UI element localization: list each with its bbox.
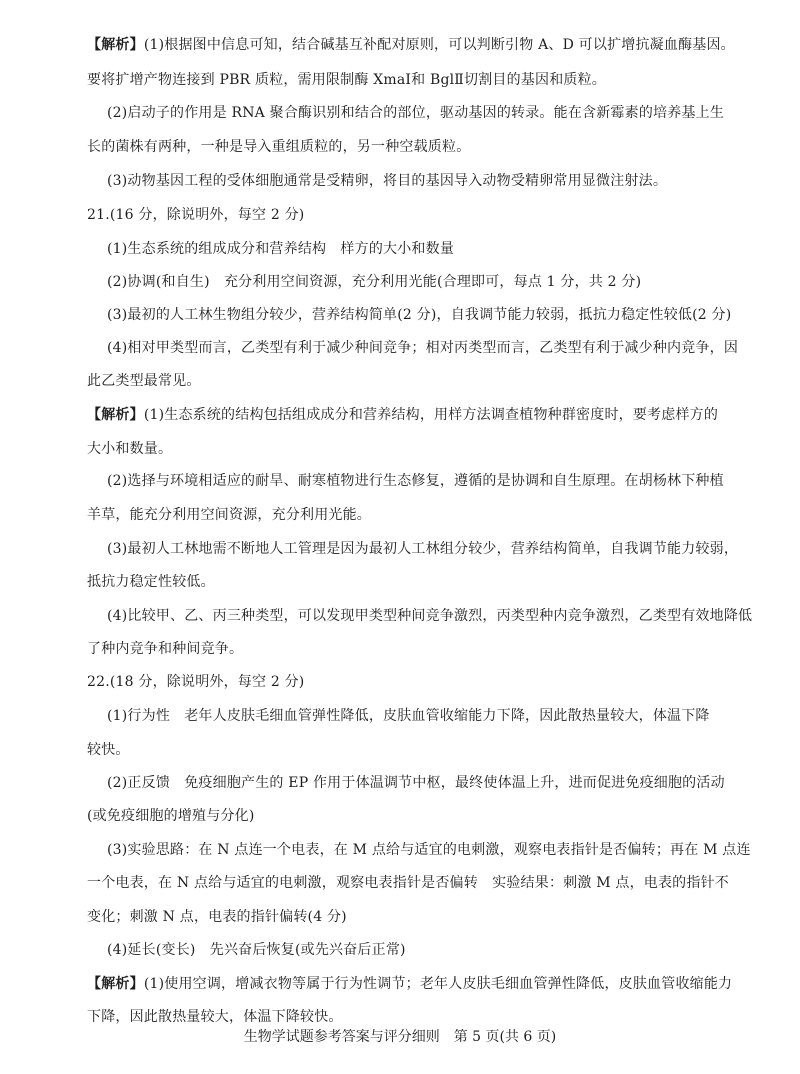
- analysis-tag: 【解析】: [87, 976, 144, 992]
- analysis-tag: 【解析】: [87, 407, 144, 423]
- analysis-q20-part2-line-2: 长的菌株有两种，一种是导入重组质粒的，另一种空载质粒。: [87, 139, 471, 155]
- analysis-q21-line-2: 大小和数量。: [87, 441, 173, 457]
- analysis-q21-part2-line-1: (2)选择与环境相适应的耐旱、耐寒植物进行生态修复，遵循的是协调和自生原理。在胡杨林下种植: [107, 473, 724, 489]
- question-21-heading: 21.(16 分，除说明外，每空 2 分): [87, 207, 305, 223]
- q22-answer-2-line-1: (2)正反馈 免疫细胞产生的 EP 作用于体温调节中枢，最终使体温上升，进而促进免疫细胞的活动: [107, 775, 725, 791]
- q21-answer-3: (3)最初的人工林生物组分较少，营养结构简单(2 分)，自我调节能力较弱，抵抗力稳定性较低(2 分): [107, 307, 732, 323]
- analysis-q20-part3: (3)动物基因工程的受体细胞通常是受精卵，将目的基因导入动物受精卵常用显微注射法。: [107, 173, 668, 189]
- analysis-q21-part3-line-2: 抵抗力稳定性较低。: [87, 574, 215, 590]
- analysis-q21-part2-line-2: 羊草，能充分利用空间资源，充分利用光能。: [87, 507, 371, 523]
- q22-answer-3-line-3: 变化；刺激 N 点，电表的指针偏转(4 分): [87, 909, 347, 925]
- analysis-q21-line-1: 【解析】(1)生态系统的结构包括组成成分和营养结构，用样方法调查植物种群密度时，要考虑样方的: [87, 407, 719, 423]
- analysis-tag: 【解析】: [87, 37, 144, 53]
- q21-answer-4-line-2: 此乙类型最常见。: [87, 373, 201, 389]
- q21-answer-1: (1)生态系统的组成成分和营养结构 样方的大小和数量: [107, 241, 455, 257]
- analysis-q22-line-2: 下降，因此散热量较大，体温下降较快。: [87, 1009, 343, 1025]
- analysis-q20-line-2: 要将扩增产物连接到 PBR 质粒，需用限制酶 XmaⅠ和 BglⅡ切割目的基因和质粒。: [87, 72, 607, 88]
- analysis-q21-part4-line-2: 了种内竞争和种间竞争。: [87, 641, 244, 657]
- page-footer: 生物学试题参考答案与评分细则 第 5 页(共 6 页): [243, 1029, 557, 1045]
- analysis-q21-part4-line-1: (4)比较甲、乙、丙三种类型，可以发现甲类型种间竞争激烈，丙类型种内竞争激烈，乙类型有效地降低: [107, 608, 753, 624]
- analysis-q21-part3-line-1: (3)最初人工林地需不断地人工管理是因为最初人工林组分较少，营养结构简单，自我调节能力较弱，: [107, 541, 739, 557]
- q22-answer-4: (4)延长(变长) 先兴奋后恢复(或先兴奋后正常): [107, 942, 406, 958]
- q22-answer-1-line-2: 较快。: [87, 742, 130, 758]
- q22-answer-3-line-1: (3)实验思路：在 N 点连一个电表，在 M 点给与适宜的电刺激，观察电表指针是否偏转；再在 M 点连: [107, 842, 751, 858]
- analysis-q22-line-1: 【解析】(1)使用空调，增减衣物等属于行为性调节；老年人皮肤毛细血管弹性降低，皮肤血管收缩能力: [87, 976, 733, 992]
- q21-answer-2: (2)协调(和自生) 充分利用空间资源，充分利用光能(合理即可，每点 1 分，共 2 分): [107, 274, 642, 290]
- q22-answer-2-line-2: (或免疫细胞的增殖与分化): [87, 808, 255, 824]
- q22-answer-1-line-1: (1)行为性 老年人皮肤毛细血管弹性降低，皮肤血管收缩能力下降，因此散热量较大，体温下降: [107, 708, 710, 724]
- q21-answer-4-line-1: (4)相对甲类型而言，乙类型有利于减少种间竞争；相对丙类型而言，乙类型有利于减少种内竞争，因: [107, 340, 739, 356]
- question-22-heading: 22.(18 分，除说明外，每空 2 分): [87, 674, 305, 690]
- analysis-q20-part2-line-1: (2)启动子的作用是 RNA 聚合酶识别和结合的部位，驱动基因的转录。能在含新霉素的培养基上生: [107, 105, 725, 121]
- analysis-q20-line-1: 【解析】(1)根据图中信息可知，结合碱基互补配对原则，可以判断引物 A、D 可以扩增抗凝血酶基因。: [87, 37, 735, 53]
- q22-answer-3-line-2: 一个电表，在 N 点给与适宜的电刺激，观察电表指针是否偏转 实验结果：刺激 M 点，电表的指针不: [87, 875, 729, 891]
